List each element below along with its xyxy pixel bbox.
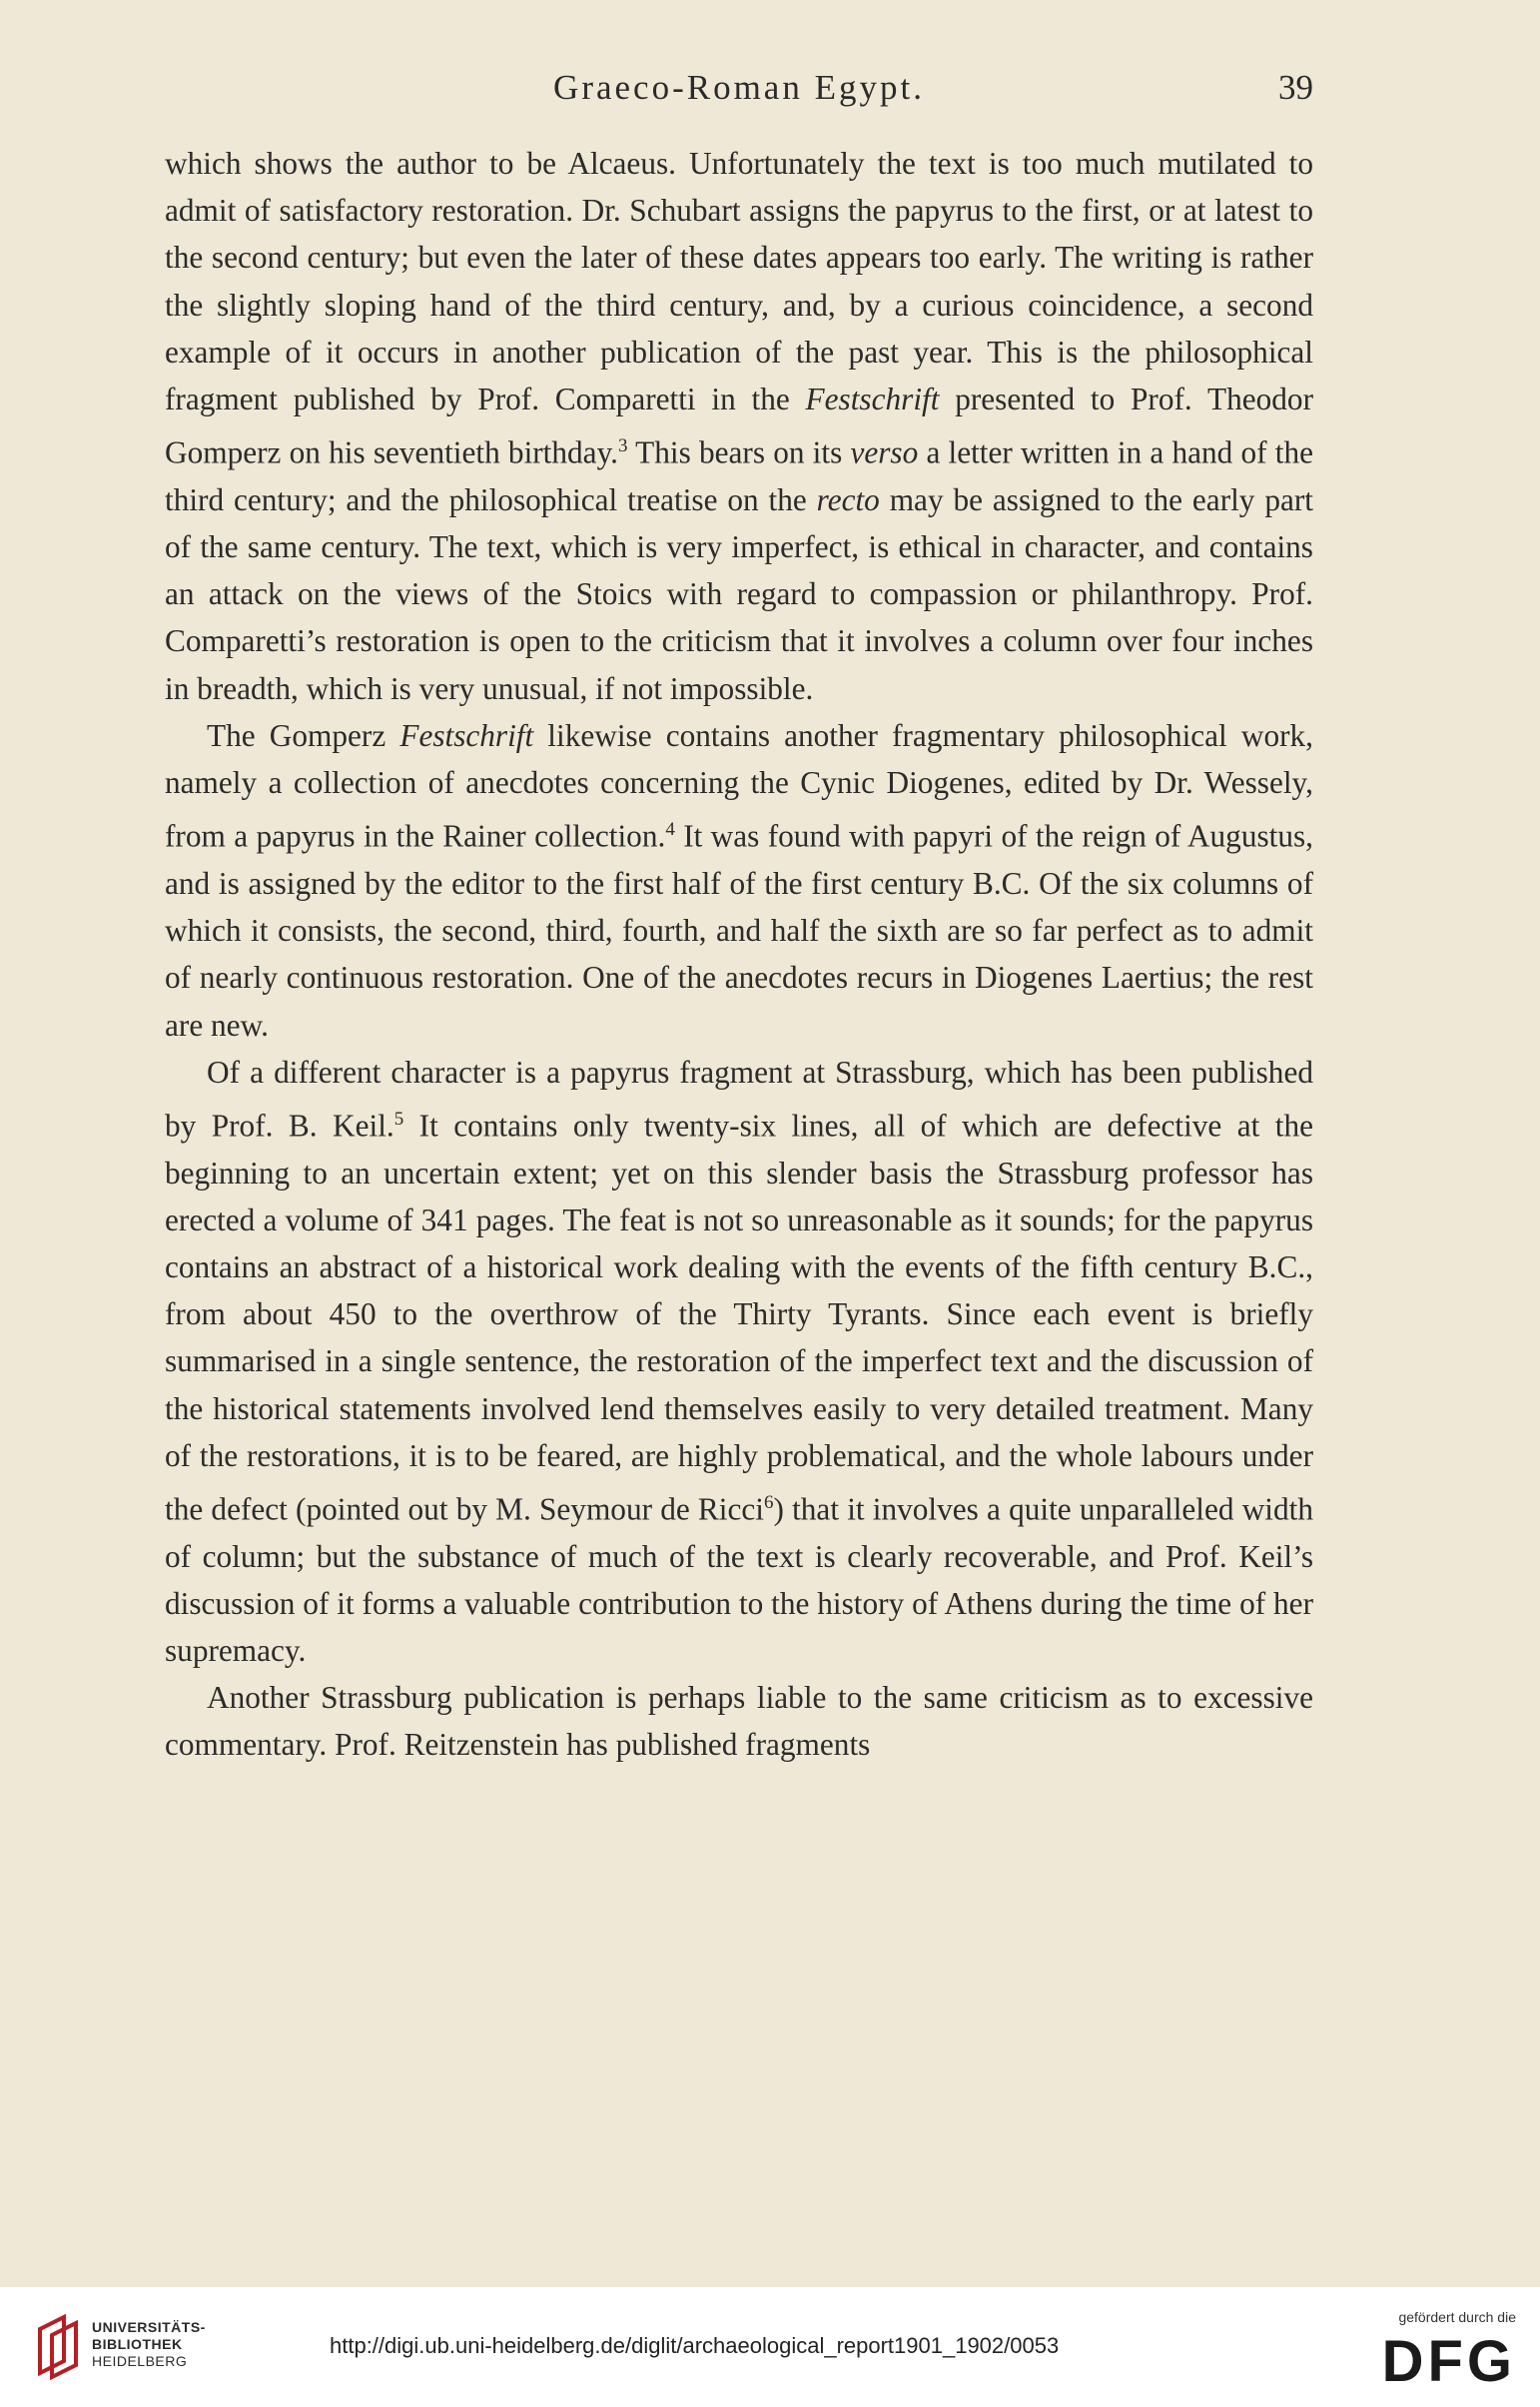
page-number: 39 — [1278, 68, 1313, 107]
paragraph — [165, 1049, 1313, 1674]
viewer-footer — [0, 2287, 1540, 2407]
italic-text: Festschrift — [805, 382, 940, 417]
italic-text: recto — [816, 481, 880, 517]
text-run: a letter written in a hand of the third century; and the philosophical treatise on the — [165, 434, 1313, 517]
library-logo-icon — [34, 2313, 92, 2381]
text-run: presented to Prof. Theodor Gomperz on his seventieth birthday. — [165, 382, 1313, 470]
permalink-url[interactable]: http://digi.ub.uni-heidelberg.de/diglit/archaeological_report1901_1902/0053 — [330, 2333, 1060, 2358]
running-title: Graeco-Roman Egypt. — [553, 68, 925, 107]
library-name — [92, 2319, 206, 2370]
paragraph — [165, 1674, 1313, 1768]
dfg-supported-label: gefördert durch die — [1398, 2309, 1516, 2325]
footnote-ref: 5 — [393, 1108, 404, 1130]
text-run: It was found with papyri of the reign of Augustus, and is assigned by the editor to the first half of the first century B.C. Of the six columns of which it consists, the second, third, fourth, and half the sixth are so far perfect as to admit of nearly continuous restoration. One of the anecdotes recurs in Diogenes Laertius; the rest are new. — [165, 818, 1314, 1043]
text-run: It contains only twenty-six lines, all of which are defective at the beginning to an uncertain extent; yet on this slender basis the Strassburg professor has erected a volume of 341 pages. The feat is not so unreasonable as it sounds; for the papyrus contains an abstract of a historical work dealing with the events of the fifth century B.C., from about 450 to the overthrow of the Thirty Tyrants. Since each event is briefly summarised in a single sentence, the restoration of the imperfect text and the discussion of the historical statements involved lend themselves easily to very detailed treatment. Many of the restorations, it is to be feared, are highly problematical, and the whole labours under the defect (pointed out by M. Seymour de Ricci — [165, 1108, 1313, 1527]
footnote-ref: 3 — [618, 435, 628, 457]
text-run: likewise contains another fragmentary philosophical work, namely a collection of anecdotes concerning the Cynic Diogenes, edited by Dr. Wessely, from a papyrus in the Rainer collection. — [165, 717, 1313, 854]
text-run: Another Strassburg publication is perhaps liable to the same criticism as to excessive commentary. Prof. Reitzenstein has published fragments — [165, 1680, 1313, 1763]
text-run: This bears on its — [627, 434, 851, 470]
text-run: The Gomperz — [207, 717, 400, 753]
footnote-ref: 6 — [763, 1491, 774, 1513]
text-run: ) that it involves a quite unparalleled width of column; but the substance of much of the text is clearly recoverable, and Prof. Keil’s discussion of it forms a valuable contribution to the history of Athens during the time of her supremacy. — [165, 1491, 1313, 1668]
body-text — [165, 140, 1313, 1769]
text-run: may be assigned to the early part of the same century. The text, which is very imperfect, is ethical in character, and contains an attack on the views of the Stoics with regard to compassion or philanthropy. Prof. Comparetti’s restoration is open to the criticism that it involves a column over four inches in breadth, which is very unusual, if not impossible. — [165, 481, 1313, 706]
text-run: which shows the author to be Alcaeus. Unfortunately the text is too much mutilated to admit of satisfactory restoration. Dr. Schubart assigns the papyrus to the first, or at latest to the second century; but even the later of these dates appears too early. The writing is rather the slightly sloping hand of the third century, and, by a curious coincidence, a second example of it occurs in another publication of the past year. This is the philosophical fragment published by Prof. Comparetti in the — [165, 146, 1313, 417]
dfg-logo: DFG — [1381, 2329, 1516, 2394]
library-line: HEIDELBERG — [92, 2353, 188, 2369]
text-run: Of a different character is a papyrus fragment at Strassburg, which has been published by Prof. B. Keil. — [165, 1054, 1313, 1144]
footnote-ref: 4 — [665, 819, 675, 841]
library-line: BIBLIOTHEK — [92, 2336, 183, 2352]
italic-text: Festschrift — [399, 717, 534, 753]
page-header — [165, 68, 1313, 118]
paragraph — [165, 712, 1313, 1049]
paragraph — [165, 140, 1313, 712]
italic-text: verso — [850, 434, 919, 470]
library-line: UNIVERSITÄTS- — [92, 2319, 206, 2335]
